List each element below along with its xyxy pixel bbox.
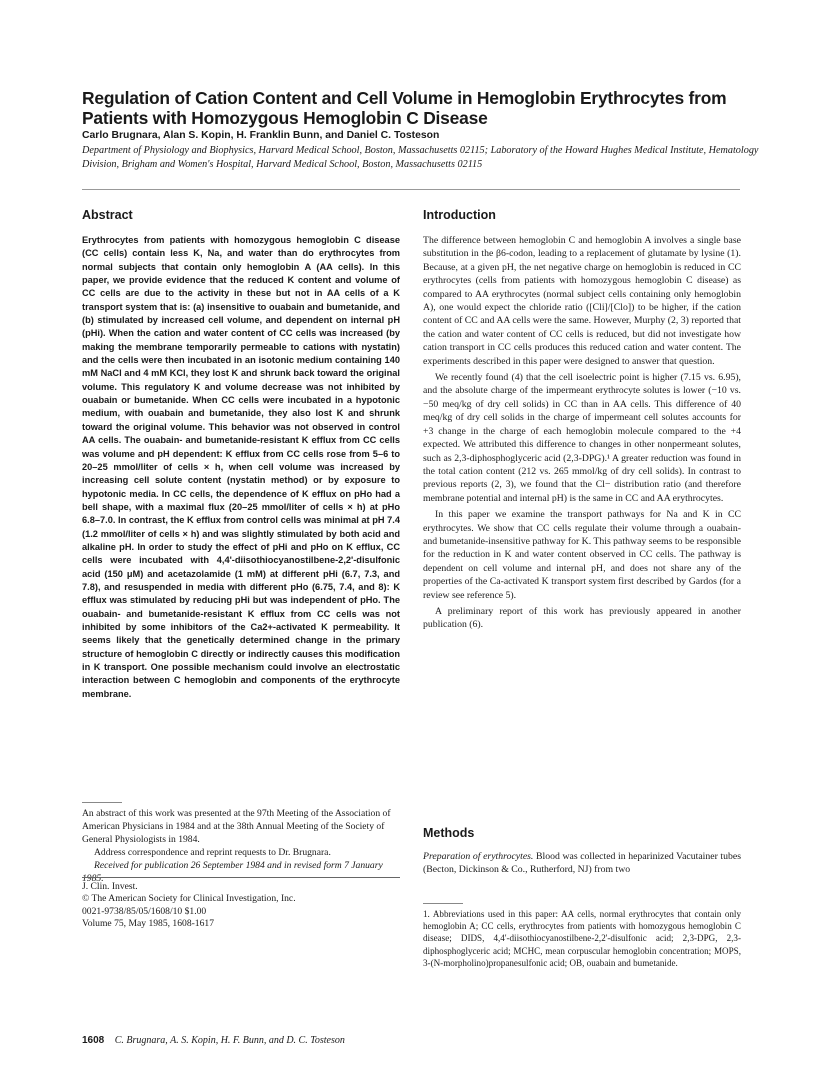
- abstract-text: Erythrocytes from patients with homozygous hemoglobin C disease (CC cells) contain less K, Na, and water than do erythrocytes from normal subjects that contain only hemoglobin A (AA cells). In this paper, we provide evidence that the reduced K content and volume of CC cells are due to the activity in these but not in AA cells of a K transport system that is: (a) insensitive to ouabain and bumetanide, and (b) stimulated by increased cell volume, and dependent on internal pH (pHi). When the cation and water content of CC cells was increased (by making the membrane temporarily permeable to cations with nystatin) and the cells were then incubated in an isotonic medium containing 140 mM NaCl and 4 mM KCl, they lost K and shrunk back toward the original volume. This regulatory K and volume decrease was not inhibited by ouabain or bumetanide. When CC cells were incubated in a hypotonic medium, with ouabain and bumetanide, they also lost K and shrunk toward the original volume. This behavior was not observed in control AA cells. The ouabain- and bumetanide-resistant K efflux from CC cells was volume and pH dependent: K efflux from CC cells rose from 5–6 to 20–25 mmol/liter of cells × h, when cell volume was increased by increasing cell solute content (nystatin method) or by exposure to hypotonic media. In CC cells, the dependence of K efflux on pHo had a bell shape, with a maximal flux (20–25 mmol/liter of cells × h) at pHo 6.8–7.0. In contrast, the K efflux from control cells was minimal at pH 7.4 (1.2 mmol/liter of cells × h) and was slightly stimulated by both acid and alkaline pH. In order to study the effect of pHi and pHo on K efflux, CC cells were incubated with 4,4'-diisothiocyanostilbene-2,2'-disulfonic acid (150 μM) and acetazolamide (1 mM) at different pHi (6.7, 7.3, and 7.8), and resuspended in media with different pHo (6.75, 7.4, and 8): K efflux was stimulated by reducing pHi but was independent of pHo. The ouabain- and bumetanide-resistant K efflux from CC cells was not inhibited by some inhibitors of the Ca2+-activated K permeability. It seems likely that the genetically determined change in the primary structure of hemoglobin C directly or indirectly causes this modification in K transport. One possible mechanism could involve an electrostatic interaction between C hemoglobin and components of the erythrocyte membrane.: [82, 235, 400, 699]
- correspondence-note: Address correspondence and reprint requests to Dr. Brugnara.: [94, 846, 331, 858]
- page-footer: [82, 1035, 740, 1046]
- meeting-note: An abstract of this work was presented at the 97th Meeting of the Association of American Physicians in 1984 and at the 38th Annual Meeting of the Society of General Physiologists in 1984.: [82, 808, 391, 845]
- abbreviations-footnote: 1. Abbreviations used in this paper: AA cells, normal erythrocytes that contain only hemoglobin A; CC cells, erythrocytes from patients with homozygous hemoglobin C disease; DIDS, 4,4'-diisothiocyanostilbene-2,2'-disulfonic acid; 2,3-DPG, 2,3-diphosphoglyceric acid; MCHC, mean corpuscular hemoglobin concentration; MOPS, 3-(N-morpholino)propanesulfonic acid; OB, ouabain and bumetanide.: [423, 909, 741, 968]
- footnote-separator: [82, 802, 122, 803]
- page-number: 1608: [82, 1035, 105, 1046]
- methods-text: Blood was collected in heparinized Vacutainer tubes (Becton, Dickinson & Co., Rutherford, NJ) from two: [423, 851, 742, 876]
- affiliation: Department of Physiology and Biophysics, Harvard Medical School, Boston, Massachusetts 02115; Laboratory of the Howard Hughes Medical Institute, Hematology Division, Brigham and Women's Hospital, Harvard Medical School, Boston, Massachusetts 02115: [82, 145, 759, 170]
- citation-block: [82, 881, 392, 931]
- intro-paragraph-3: In this paper we examine the transport pathways for Na and K in CC erythrocytes. We show that CC cells regulate their volume through a ouabain- and bumetanide-insensitive pathway for K. This pathway seems to be responsible for the reduction in K and water content observed in CC cells. The pathway is dependent on cell volume and internal pH, and does not share any of the properties of the Ca-activated K transport system first described by Gardos (for a review see reference 5).: [423, 509, 741, 601]
- abbreviation-separator: [423, 903, 463, 904]
- received-note: Received for publication 26 September 1984 and in revised form 7 January 1985.: [82, 859, 383, 884]
- article-title: Regulation of Cation Content and Cell Volume in Hemoglobin Erythrocytes from Patients with Homozygous Hemoglobin C Disease: [82, 88, 727, 128]
- citation-rule: [82, 877, 400, 878]
- left-column: [82, 208, 400, 701]
- author-list: Carlo Brugnara, Alan S. Kopin, H. Franklin Bunn, and Daniel C. Tosteson: [82, 130, 440, 141]
- copyright-line: © The American Society for Clinical Investigation, Inc.: [82, 893, 296, 905]
- article-code: 0021-9738/85/05/1608/10 $1.00: [82, 905, 207, 917]
- methods-heading: Methods: [423, 826, 475, 840]
- introduction-heading: Introduction: [423, 208, 496, 222]
- volume-line: Volume 75, May 1985, 1608-1617: [82, 918, 214, 930]
- header-rule: [82, 189, 740, 190]
- intro-paragraph-2: We recently found (4) that the cell isoelectric point is higher (7.15 vs. 6.95), and the absolute charge of the impermeant erythrocyte solutes is lower (−10 vs. −50 meq/kg of dry cell solids) in CC than in AA cells. This difference of 40 meq/kg of dry cell solids in the charge of impermeant cell solutes accounts for +3 change in the charge of each hemoglobin molecule compared to the +4 expected. We attributed this difference to changes in other nonpermeant solutes, such as 2,3-diphosphoglyceric acid (2,3-DPG).¹ A greater reduction was found in the total cation content (212 vs. 265 mmol/kg of dry cell solids). In contrast to previous reports (2, 3), we found that the Cl− distribution ratio (and therefore membrane potential and internal pH) is the same in CC and AA erythrocytes.: [423, 372, 741, 504]
- journal-name: J. Clin. Invest.: [82, 881, 138, 892]
- intro-paragraph-1: The difference between hemoglobin C and hemoglobin A involves a single base substitution in the β6-codon, leading to a replacement of glutamate by lysine (1). Because, at a given pH, the net negative charge on hemoglobin is reduced in CC erythrocytes (cells from patients with homozygous hemoglobin C disease) as compared to AA erythrocytes (normal subject cells containing only hemoglobin A), one would expect the chloride ratio ([Cli]/[Clo]) to be higher, if the cation content of CC and AA cells were the same. However, Murphy (2, 3) reported that the cation and water content of CC cells is reduced, but did not investigate how cation transport in CC cells produces this reduced cation and water content. The experiments described in this paper were designed to answer that question.: [423, 235, 741, 367]
- methods-section: [423, 826, 741, 877]
- running-authors: C. Brugnara, A. S. Kopin, H. F. Bunn, and D. C. Tosteson: [114, 1035, 345, 1046]
- methods-run-in-heading: Preparation of erythrocytes.: [423, 851, 534, 862]
- intro-paragraph-4: A preliminary report of this work has previously appeared in another publication (6).: [423, 605, 741, 631]
- article-notes: [82, 808, 392, 885]
- abstract-heading: Abstract: [82, 208, 133, 222]
- methods-paragraph: [423, 850, 741, 877]
- right-column: [423, 208, 741, 632]
